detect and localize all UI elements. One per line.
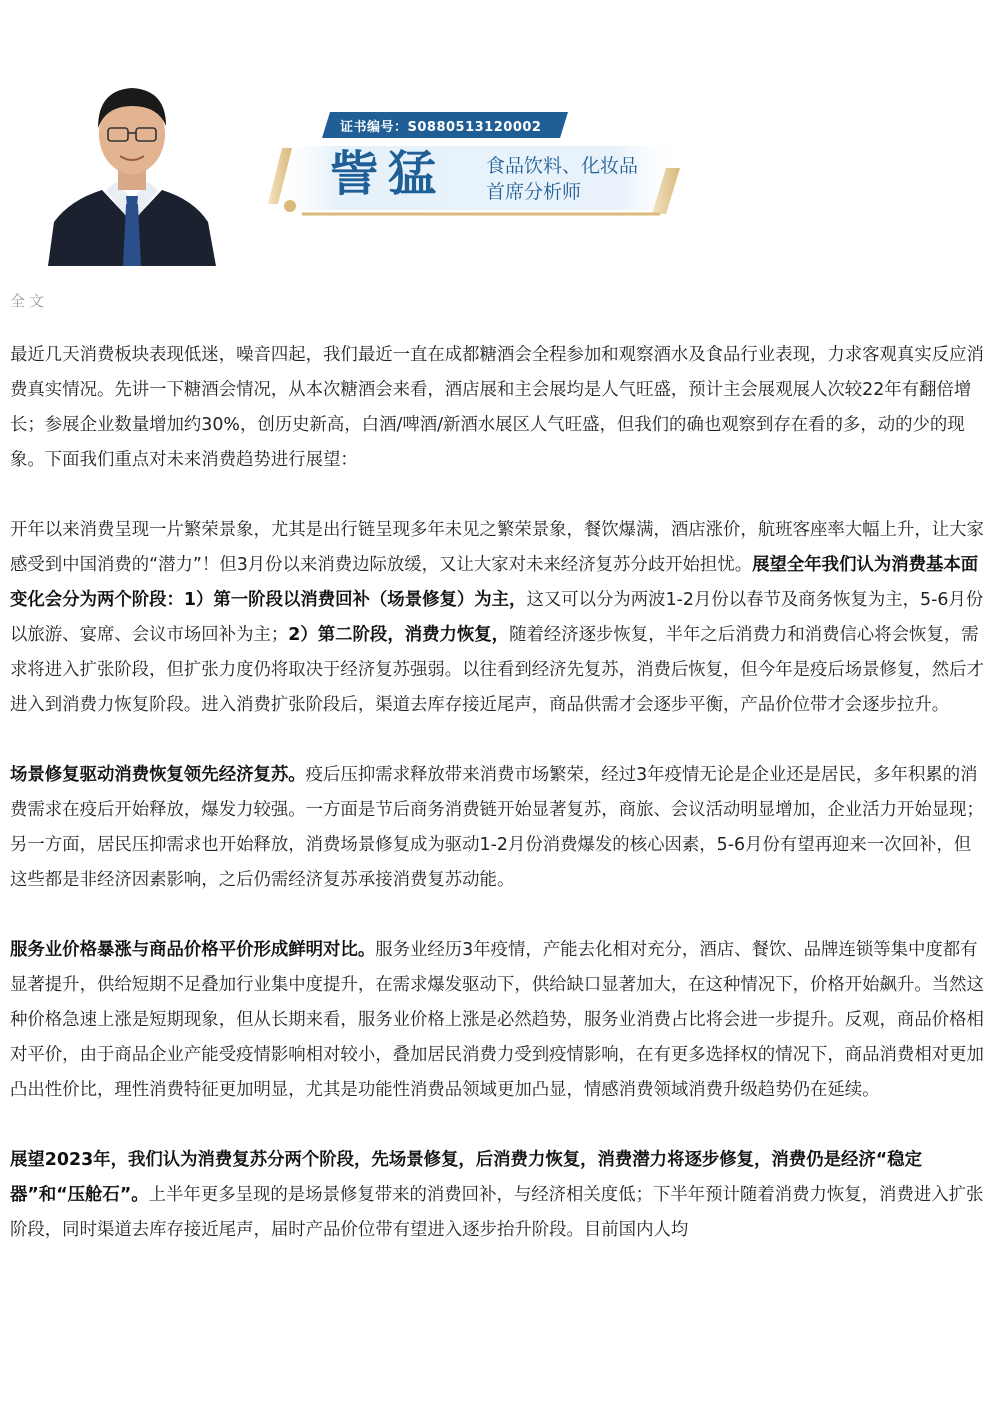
paragraph-text: 随着经济逐步恢复，半年之后消费力和消费信心将会恢复，需求将进入扩张阶段，但扩张力度仍将取决于经济复苏强弱。以往看到经济先复苏，消费后恢复，但今年是疫后场景修复，然后才进入到消费力恢复阶段。进入消费扩张阶段后，渠道去库存接近尾声，商品供需才会逐步平衡，产品价位带才会逐步拉升。 — [10, 625, 984, 715]
paragraph — [10, 1143, 984, 1248]
paragraph-lead: 场景修复驱动消费恢复领先经济复苏。 — [10, 765, 306, 785]
role-line-2: 首席分析师 — [486, 181, 582, 203]
paragraph — [10, 758, 984, 898]
paragraph-lead: 服务业价格暴涨与商品价格平价形成鲜明对比。 — [10, 940, 376, 960]
certificate-badge — [322, 112, 568, 138]
paragraph — [10, 933, 984, 1108]
paragraph-text: 疫后压抑需求释放带来消费市场繁荣，经过3年疫情无论是企业还是居民，多年积累的消费需求在疫后开始释放，爆发力较强。一方面是节后商务消费链开始显著复苏，商旅、会议活动明显增加，企业活力开始显现；另一方面，居民压抑需求也开始释放，消费场景修复成为驱动1-2月份消费爆发的核心因素，5-6月份有望再迎来一次回补，但这些都是非经济因素影响，之后仍需经济复苏承接消费复苏动能。 — [10, 765, 984, 890]
paragraph-text: 最近几天消费板块表现低迷，噪音四起，我们最近一直在成都糖酒会全程参加和观察酒水及食品行业表现，力求客观真实反应消费真实情况。先讲一下糖酒会情况，从本次糖酒会来看，酒店展和主会展均是人气旺盛，预计主会展观展人次较22年有翻倍增长；参展企业数量增加约30%，创历史新高，白酒/啤酒/新酒水展区人气旺盛，但我们的确也观察到存在看的多，动的少的现象。下面我们重点对未来消费趋势进行展望： — [10, 345, 984, 470]
analyst-name: 訾猛 — [330, 146, 447, 202]
analyst-photo — [40, 72, 222, 266]
section-label: 全文 — [10, 292, 49, 310]
paragraph-text: 开年以来消费呈现一片繁荣景象，尤其是出行链呈现多年未见之繁荣景象，餐饮爆满，酒店涨价，航班客座率大幅上升，让大家感受到中国消费的“潜力”！但3月份以来消费边际放缓，又让大家对未来经济复苏分歧开始担忧。 — [10, 520, 984, 575]
paragraph-text: 服务业经历3年疫情，产能去化相对充分，酒店、餐饮、品牌连锁等集中度都有显著提升，供给短期不足叠加行业集中度提升，在需求爆发驱动下，供给缺口显著加大，在这种情况下，价格开始飙升。当然这种价格急速上涨是短期现象，但从长期来看，服务业价格上涨是必然趋势，服务业消费占比将会进一步提升。反观，商品价格相对平价，由于商品企业产能受疫情影响相对较小，叠加居民消费力受到疫情影响，在有更多选择权的情况下，商品消费相对更加凸出性价比，理性消费特征更加明显，尤其是功能性消费品领域更加凸显，情感消费领域消费升级趋势仍在延续。 — [10, 940, 984, 1100]
paragraph-lead: 展望2023年，我们认为消费复苏分两个阶段，先场景修复，后消费力恢复，消费潜力将逐步修复，消费仍是经济“稳定器”和“压舱石”。 — [10, 1150, 922, 1205]
paragraph-lead: 2）第二阶段，消费力恢复， — [288, 625, 510, 645]
article-body — [10, 338, 984, 1283]
paragraph — [10, 338, 984, 478]
paragraph-text: 这又可以分为两波1-2月份以春节及商务恢复为主，5-6月份以旅游、宴席、会议市场回补为主； — [10, 590, 984, 645]
analyst-role — [486, 153, 638, 205]
certificate-number: 证书编号：S0880513120002 — [340, 120, 542, 135]
paragraph-lead: 展望全年我们认为消费基本面变化会分为两个阶段：1）第一阶段以消费回补（场景修复）为主， — [10, 555, 979, 610]
paragraph-text: 上半年更多呈现的是场景修复带来的消费回补，与经济相关度低；下半年预计随着消费力恢复，消费进入扩张阶段，同时渠道去库存接近尾声，届时产品价位带有望进入逐步抬升阶段。目前国内人均 — [10, 1185, 984, 1240]
paragraph — [10, 513, 984, 723]
role-line-1: 食品饮料、化妆品 — [486, 155, 639, 177]
